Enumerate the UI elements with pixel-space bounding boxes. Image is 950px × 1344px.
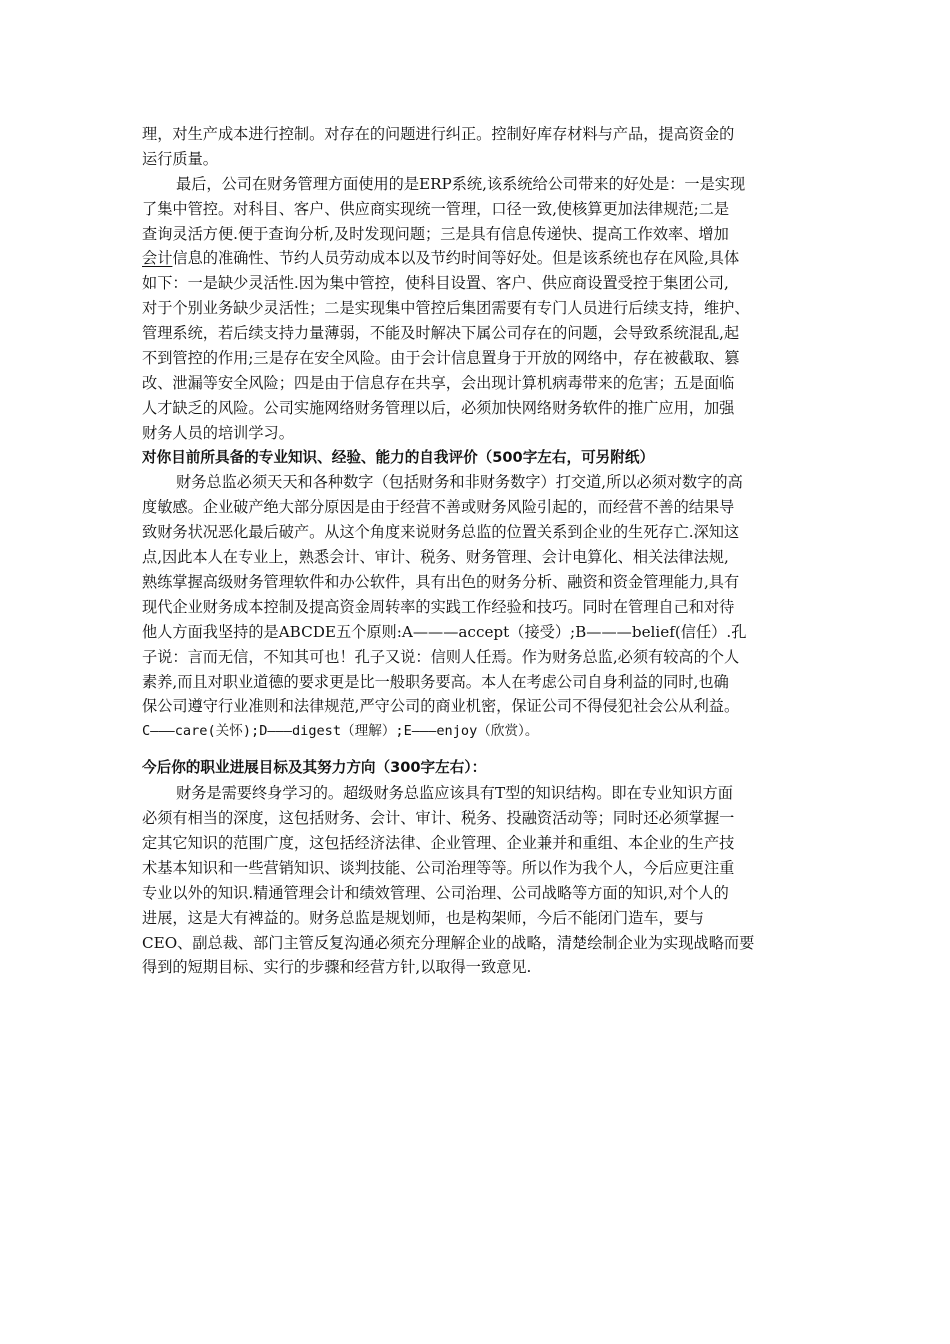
text-line: 了集中管控。对科目、客户、供应商实现统一管理，口径一致,使核算更加法律规范;二是 xyxy=(142,199,730,218)
text-line: 对于个别业务缺少灵活性；二是实现集中管控后集团需要有专门人员进行后续支持，维护、 xyxy=(142,299,750,318)
text-line: 进展，这是大有裨益的。财务总监是规划师，也是构架师，今后不能闭门造车，要与 xyxy=(142,908,704,927)
text-line: 他人方面我坚持的是ABCDE五个原则:A———accept（接受）;B———belief(信任）.孔 xyxy=(142,622,747,641)
text-line: 改、泄漏等安全风险；四是由于信息存在共享，会出现计算机病毒带来的危害；五是面临 xyxy=(142,373,735,392)
text-line: 得到的短期目标、实行的步骤和经营方针,以取得一致意见. xyxy=(142,958,532,977)
heading-career-goals: 今后你的职业进展目标及其努力方向（300字左右）： xyxy=(142,759,487,777)
text-line: 财务人员的培训学习。 xyxy=(142,423,294,442)
text-line: 现代企业财务成本控制及提高资金周转率的实践工作经验和技巧。同时在管理自己和对待 xyxy=(142,597,735,616)
text-line: 专业以外的知识.精通管理会计和绩效管理、公司治理、公司战略等方面的知识,对个人的 xyxy=(142,883,729,902)
text-line: 必须有相当的深度，这包括财务、会计、审计、税务、投融资活动等；同时还必须掌握一 xyxy=(142,809,735,828)
text-line: 查询灵活方便.便于查询分析,及时发现问题；三是具有信息传递快、提高工作效率、增加 xyxy=(142,224,729,243)
text-line: 管理系统，若后续支持力量薄弱，不能及时解决下属公司存在的问题，会导致系统混乱,起 xyxy=(142,324,740,343)
paragraph-erp-system xyxy=(142,172,814,446)
text-line: 素养,而且对职业道德的要求更是比一般职务要高。本人在考虑公司自身利益的同时,也确 xyxy=(142,672,729,691)
text-line: 定其它知识的范围广度，这包括经济法律、企业管理、企业兼并和重组、本企业的生产技 xyxy=(142,833,735,852)
text-line xyxy=(142,246,814,271)
text-line: C———care(关怀);D———digest（理解）;E———enjoy（欣赏）。 xyxy=(142,723,539,740)
paragraph-production-cost xyxy=(142,122,814,172)
paragraph-career-goals xyxy=(142,781,814,980)
text-line: 不到管控的作用;三是存在安全风险。由于会计信息置身于开放的网络中，存在被截取、篡 xyxy=(142,349,740,368)
text-line: 保公司遵守行业准则和法律规范,严守公司的商业机密，保证公司不得侵犯社会公从利益。 xyxy=(142,697,740,716)
text-line: 理，对生产成本进行控制。对存在的问题进行纠正。控制好库存材料与产品，提高资金的 xyxy=(142,125,735,143)
text-line: 运行质量。 xyxy=(142,149,218,168)
text-line: 财务是需要终身学习的。超级财务总监应该具有T型的知识结构。即在专业知识方面 xyxy=(176,784,733,803)
text-line: 点,因此本人在专业上，熟悉会计、审计、税务、财务管理、会计电算化、相关法律法规, xyxy=(142,548,729,567)
section-gap xyxy=(142,744,814,756)
text-span: 信息的准确性、节约人员劳动成本以及节约时间等好处。但是该系统也存在风险,具体 xyxy=(172,249,740,268)
text-line: 财务总监必须天天和各种数字（包括财务和非财务数字）打交道,所以必须对数字的高 xyxy=(176,473,743,492)
text-line: 如下：一是缺少灵活性.因为集中管控，使科目设置、客户、供应商设置受控于集团公司, xyxy=(142,274,729,293)
heading-self-evaluation: 对你目前所具备的专业知识、经验、能力的自我评价（500字左右，可另附纸） xyxy=(142,448,655,466)
text-line: 最后，公司在财务管理方面使用的是ERP系统,该系统给公司带来的好处是：一是实现 xyxy=(176,174,746,193)
text-line: 度敏感。企业破产绝大部分原因是由于经营不善或财务风险引起的，而经营不善的结果导 xyxy=(142,498,735,517)
text-line: 致财务状况恶化最后破产。从这个角度来说财务总监的位置关系到企业的生死存亡.深知这 xyxy=(142,523,740,542)
text-line: 子说：言而无信，不知其可也！孔子又说：信则人任焉。作为财务总监,必须有较高的个人 xyxy=(142,647,740,666)
text-line: 熟练掌握高级财务管理软件和办公软件，具有出色的财务分析、融资和资金管理能力,具有 xyxy=(142,573,740,592)
text-line: CEO、副总裁、部门主管反复沟通必须充分理解企业的战略，清楚绘制企业为实现战略而要 xyxy=(142,933,755,952)
text-line: 术基本知识和一些营销知识、谈判技能、公司治理等等。所以作为我个人，今后应更注重 xyxy=(142,858,735,877)
paragraph-self-evaluation xyxy=(142,470,814,744)
text-line: 人才缺乏的风险。公司实施网络财务管理以后，必须加快网络财务软件的推广应用，加强 xyxy=(142,398,735,417)
document-body xyxy=(142,122,814,980)
accounting-link[interactable]: 会计 xyxy=(142,249,173,268)
